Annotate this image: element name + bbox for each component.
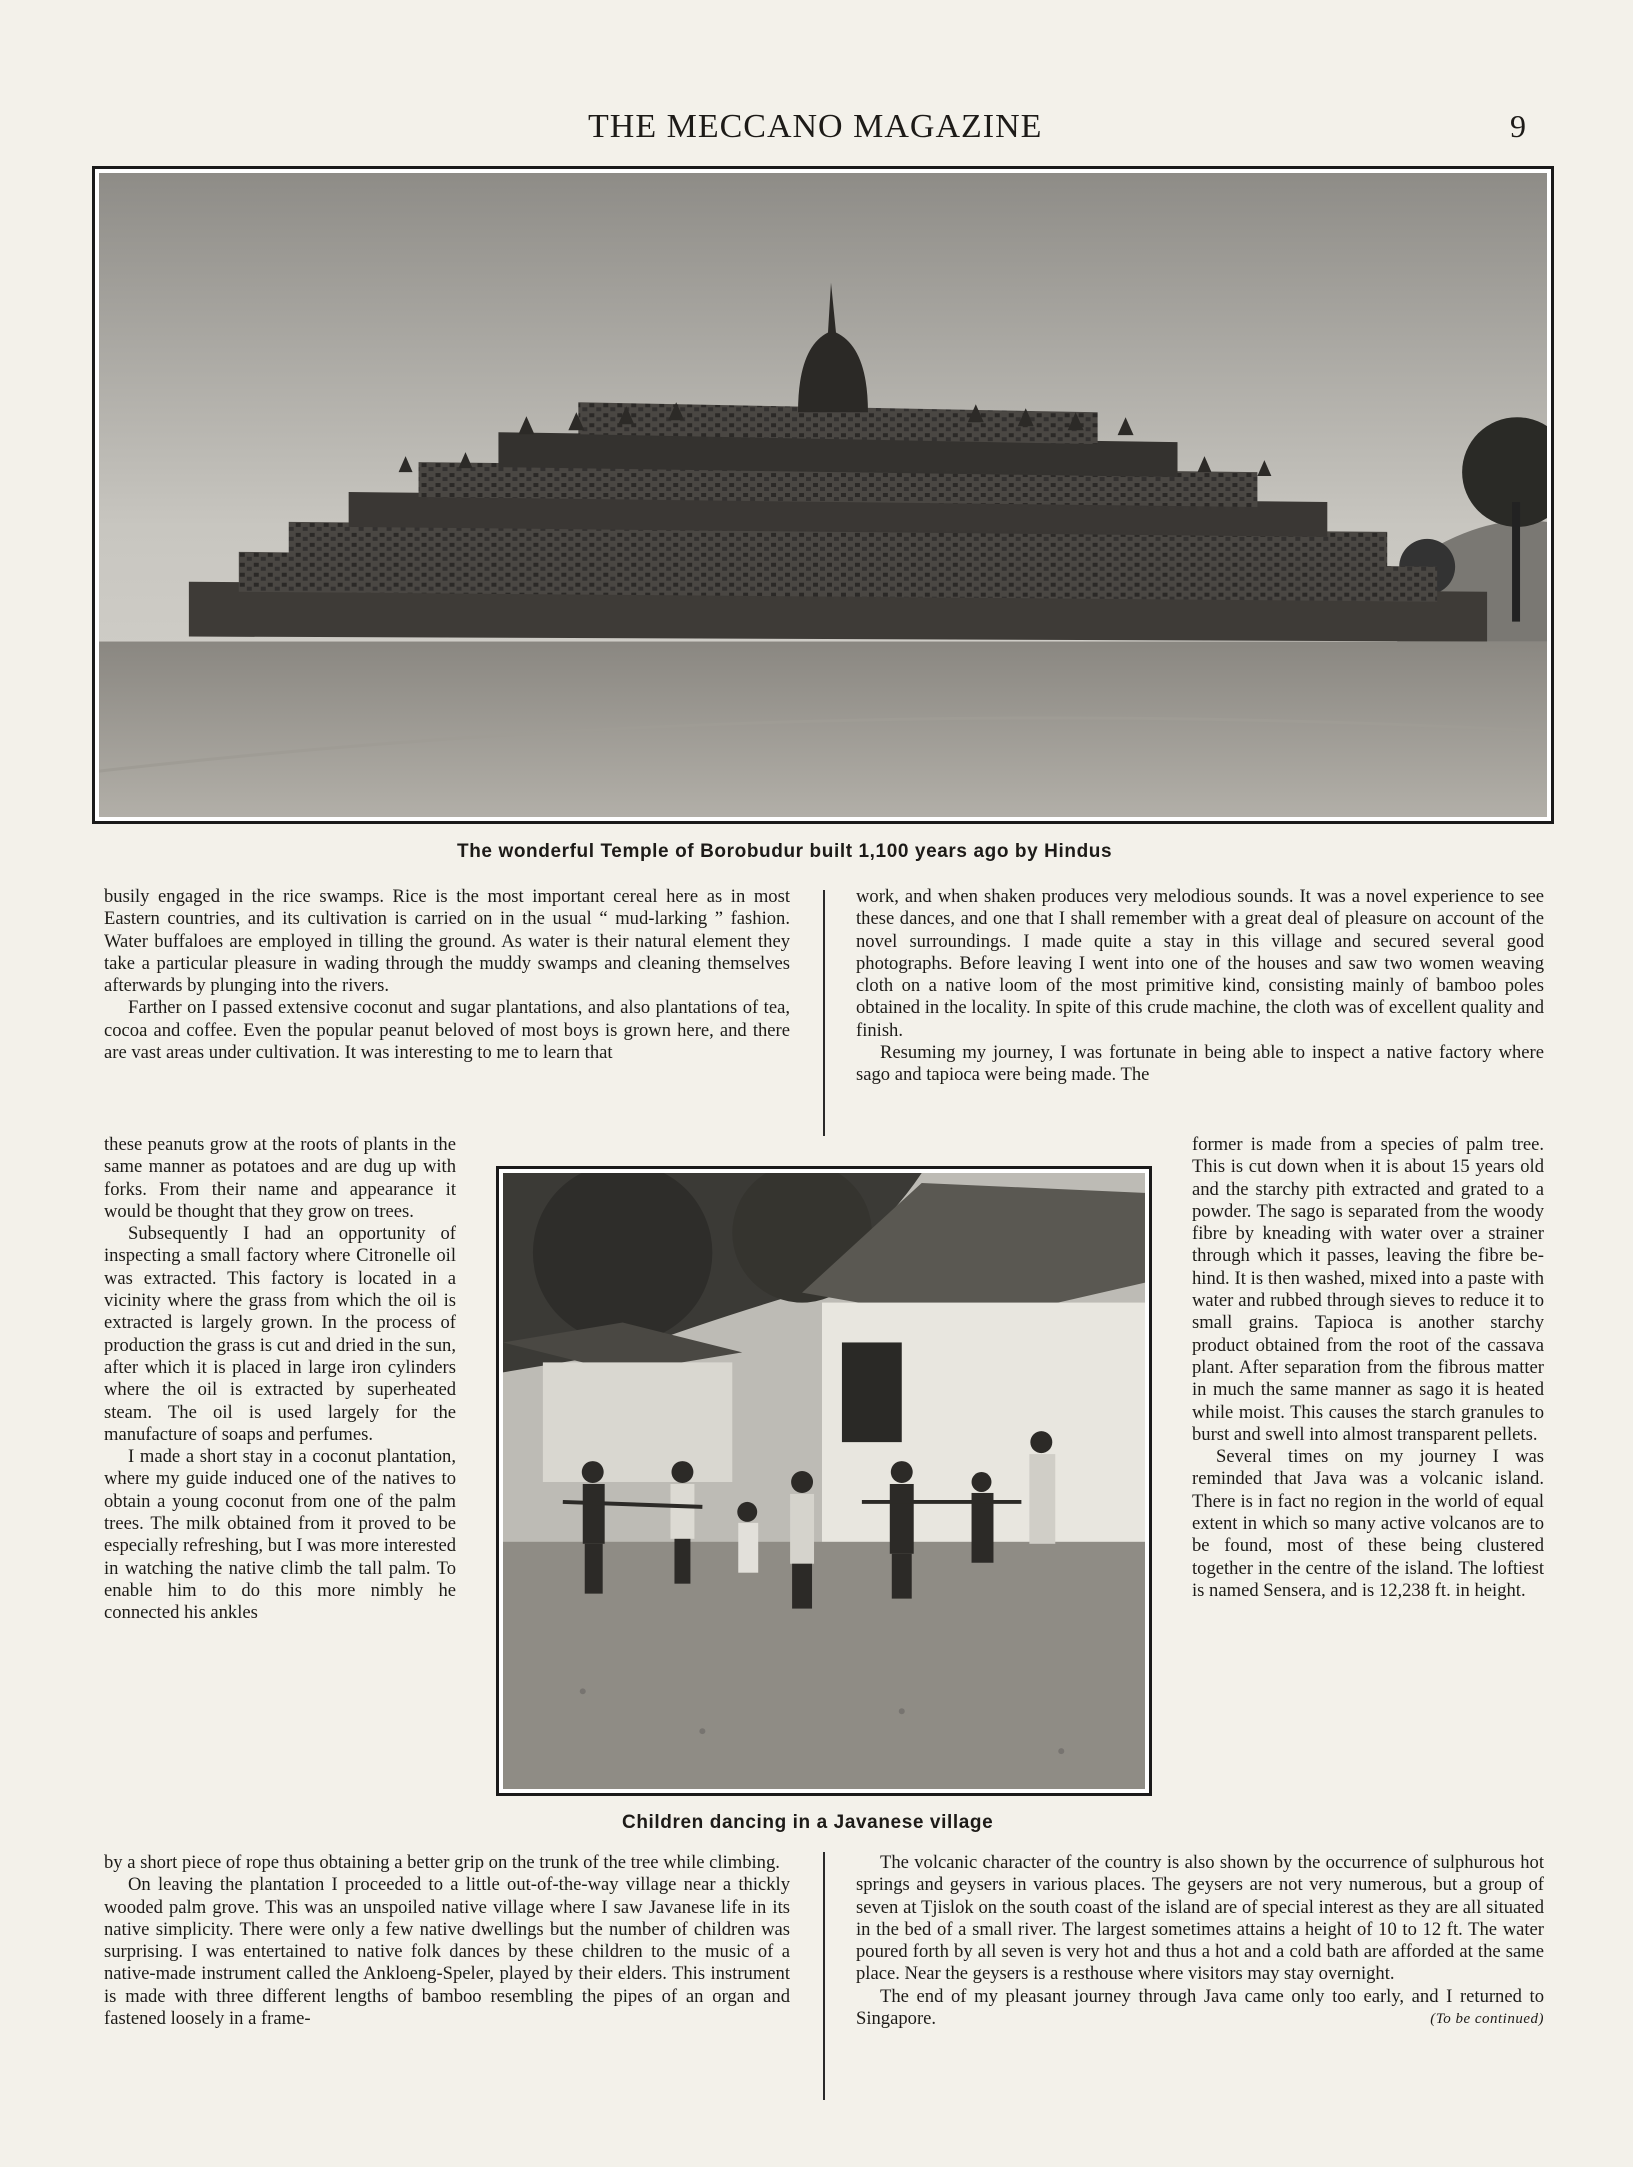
column-divider-top: [823, 890, 825, 1136]
paragraph: [856, 1986, 1544, 2031]
page-header: [0, 108, 1633, 154]
article-column-top-left: [104, 886, 790, 1064]
paragraph: Resuming my journey, I was fortunate in being able to inspect a native factory where sago and tapioca were being made. The: [856, 1042, 1544, 1086]
to-be-continued-note: (To be continued): [1430, 2011, 1544, 2028]
article-column-narrow-right: [1192, 1134, 1544, 1602]
paragraph: busily engaged in the rice swamps. Rice is the most important cereal here as in most Eastern countries, and its cultivation is carried on in the usual “ mud-larking ” fashion. Water buffaloes are employed in tilling the ground. As water is their natural element they take a particular pleasure in wading through the muddy swamps and cleaning themselves afterwards by plunging into the rivers.: [104, 886, 790, 997]
paragraph: Farther on I passed extensive coconut and sugar plantations, and also plantations of tea, cocoa and coffee. Even the popular peanut beloved of most boys is grown here, and there are vast areas under cultivation. It was interesting to me to learn that: [104, 997, 790, 1064]
article-column-narrow-left: [104, 1134, 456, 1625]
figure-caption-children: Children dancing in a Javanese village: [622, 1812, 994, 1833]
paragraph: by a short piece of rope thus obtaining a better grip on the trunk of the tree while climbing.: [104, 1852, 780, 1873]
closing-text: The end of my pleasant journey through Java came only too early, and I returned to Singapore.: [856, 1985, 1544, 2030]
paragraph: work, and when shaken produces very melodious sounds. It was a novel experience to see these dances, and one that I shall remember with a great deal of pleasure on account of the novel surroundings. I made quite a stay in this village and secured several good photographs. Before leaving I went into one of the houses and saw two women weaving cloth on a native loom of the most primitive kind, consisting mainly of bamboo poles obtained in the locality. In spite of this crude machine, the cloth was of excellent quality and finish.: [856, 886, 1544, 1041]
column-divider-bottom: [823, 1852, 825, 2100]
article-column-bottom-right: [856, 1852, 1544, 2030]
article-column-top-right: [856, 886, 1544, 1087]
paragraph: Several times on my journey I was reminded that Java was a volcanic island. There is in fact no region in the world of equal extent in which so many active volcanos are to be found, most of these being clustered together in the centre of the island. The loftiest is named Sensera, and is 12,238 ft. in height.: [1192, 1446, 1544, 1601]
temple-illustration: [99, 173, 1547, 817]
page-number: 9: [1510, 108, 1526, 144]
borobudur-photo: [92, 166, 1554, 824]
paragraph: former is made from a species of palm tree. This is cut down when it is about 15 years old and the starchy pith extracted and grated to a powder. The sago is separated from the woody fibre by kneading with water over a strainer through which it passes, leaving the fibre behind. It is then washed, mixed into a paste with water and rubbed through sieves to reduce it to small grains. Tapioca is another starchy product obtained from the root of the cassava plant. After separation from the fibrous matter in much the same manner as sago it is heated while moist. This causes the starch granules to burst and swell into almost transparent pellets.: [1192, 1134, 1544, 1445]
paragraph: I made a short stay in a coconut plantation, where my guide induced one of the natives to obtain a young coconut from one of the palm trees. The milk obtained from it proved to be especially refreshing, but I was more interested in watching the native climb the tall palm. To enable him to do this more nimbly he connected his ankles: [104, 1446, 456, 1624]
paragraph: The volcanic character of the country is also shown by the occurrence of sulphurous hot springs and geysers in various places. The geysers are not very numerous, but a group of seven at Tjislok on the south coast of the island are of special interest as they are all situated in the bed of a small river. The largest sometimes attains a height of 10 to 12 ft. The water poured forth by all seven is very hot and thus a hot and a cold bath are afforded at the same place. Near the geysers is a resthouse where visitors may stay overnight.: [856, 1852, 1544, 1985]
paragraph: these peanuts grow at the roots of plants in the same manner as potatoes and are dug up with forks. From their name and appearance it would be thought that they grow on trees.: [104, 1134, 456, 1222]
paragraph: Subsequently I had an opportunity of inspecting a small factory where Citronelle oil was extracted. This factory is located in a vicinity where the grass from which the oil is extracted is largely grown. In the process of production the grass is cut and dried in the sun, after which it is placed in large iron cylinders where the oil is extracted by superheated steam. The oil is used largely for the manufacture of soaps and perfumes.: [104, 1223, 456, 1445]
children-dancing-photo: [496, 1166, 1152, 1796]
village-illustration: [503, 1173, 1145, 1789]
paragraph: On leaving the plantation I proceeded to a little out-of-the-way village near a thickly wooded palm grove. This was an unspoiled native village where I saw Javanese life in its native simplicity. There were only a few native dwellings but the number of children was surprising. I was entertained to native folk dances by these children to the music of a native-made instrument called the Ankloeng-Speler, played by their elders. This instrument is made with three different lengths of bamboo resembling the pipes of an organ and fastened loosely in a frame-: [104, 1874, 790, 2030]
figure-caption-borobudur: The wonderful Temple of Borobudur built 1,100 years ago by Hindus: [457, 841, 1113, 862]
article-column-bottom-left: [104, 1852, 790, 2030]
magazine-title: THE MECCANO MAGAZINE: [588, 108, 1043, 145]
